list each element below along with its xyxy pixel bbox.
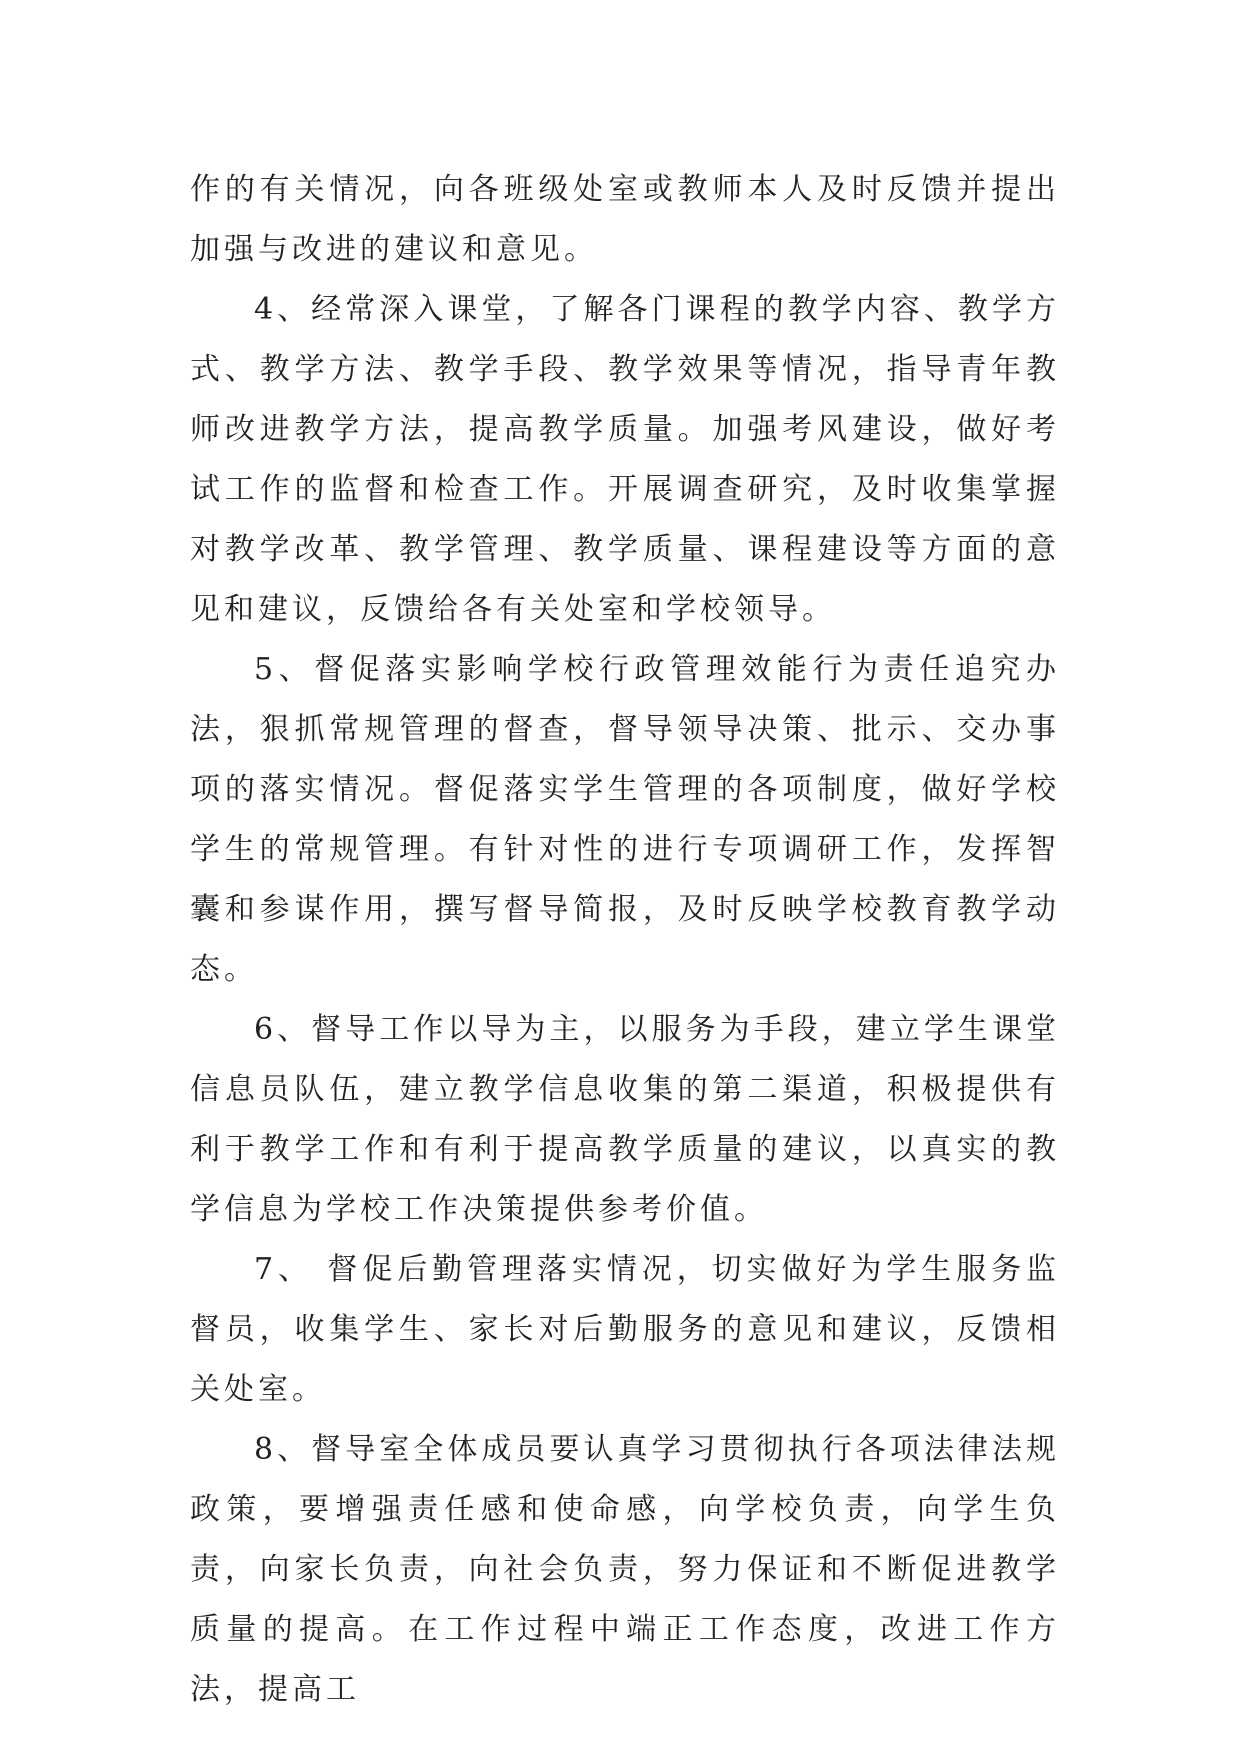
paragraph-item-8: 8、督导室全体成员要认真学习贯彻执行各项法律法规政策，要增强责任感和使命感，向学校负责，向学生负责，向家长负责，向社会负责，努力保证和不断促进教学质量的提高。在工作过程中端正工作态度，改进工作方法，提高工	[190, 1432, 1060, 1707]
paragraph-item-7: 7、 督促后勤管理落实情况，切实做好为学生服务监督员，收集学生、家长对后勤服务的意见和建议，反馈相关处室。	[190, 1252, 1060, 1407]
paragraph-item-6: 6、督导工作以导为主，以服务为手段，建立学生课堂信息员队伍，建立教学信息收集的第二渠道，积极提供有利于教学工作和有利于提高教学质量的建议，以真实的教学信息为学校工作决策提供参考价值。	[190, 1012, 1060, 1227]
paragraph-continued: 作的有关情况，向各班级处室或教师本人及时反馈并提出加强与改进的建议和意见。	[190, 172, 1060, 267]
paragraph-item-5: 5、督促落实影响学校行政管理效能行为责任追究办法，狠抓常规管理的督查，督导领导决策、批示、交办事项的落实情况。督促落实学生管理的各项制度，做好学校学生的常规管理。有针对性的进行专项调研工作，发挥智囊和参谋作用，撰写督导简报，及时反映学校教育教学动态。	[190, 652, 1060, 987]
document-body	[190, 160, 1060, 1720]
paragraph-item-4: 4、经常深入课堂，了解各门课程的教学内容、教学方式、教学方法、教学手段、教学效果等情况，指导青年教师改进教学方法，提高教学质量。加强考风建设，做好考试工作的监督和检查工作。开展调查研究，及时收集掌握对教学改革、教学管理、教学质量、课程建设等方面的意见和建议，反馈给各有关处室和学校领导。	[190, 292, 1060, 627]
